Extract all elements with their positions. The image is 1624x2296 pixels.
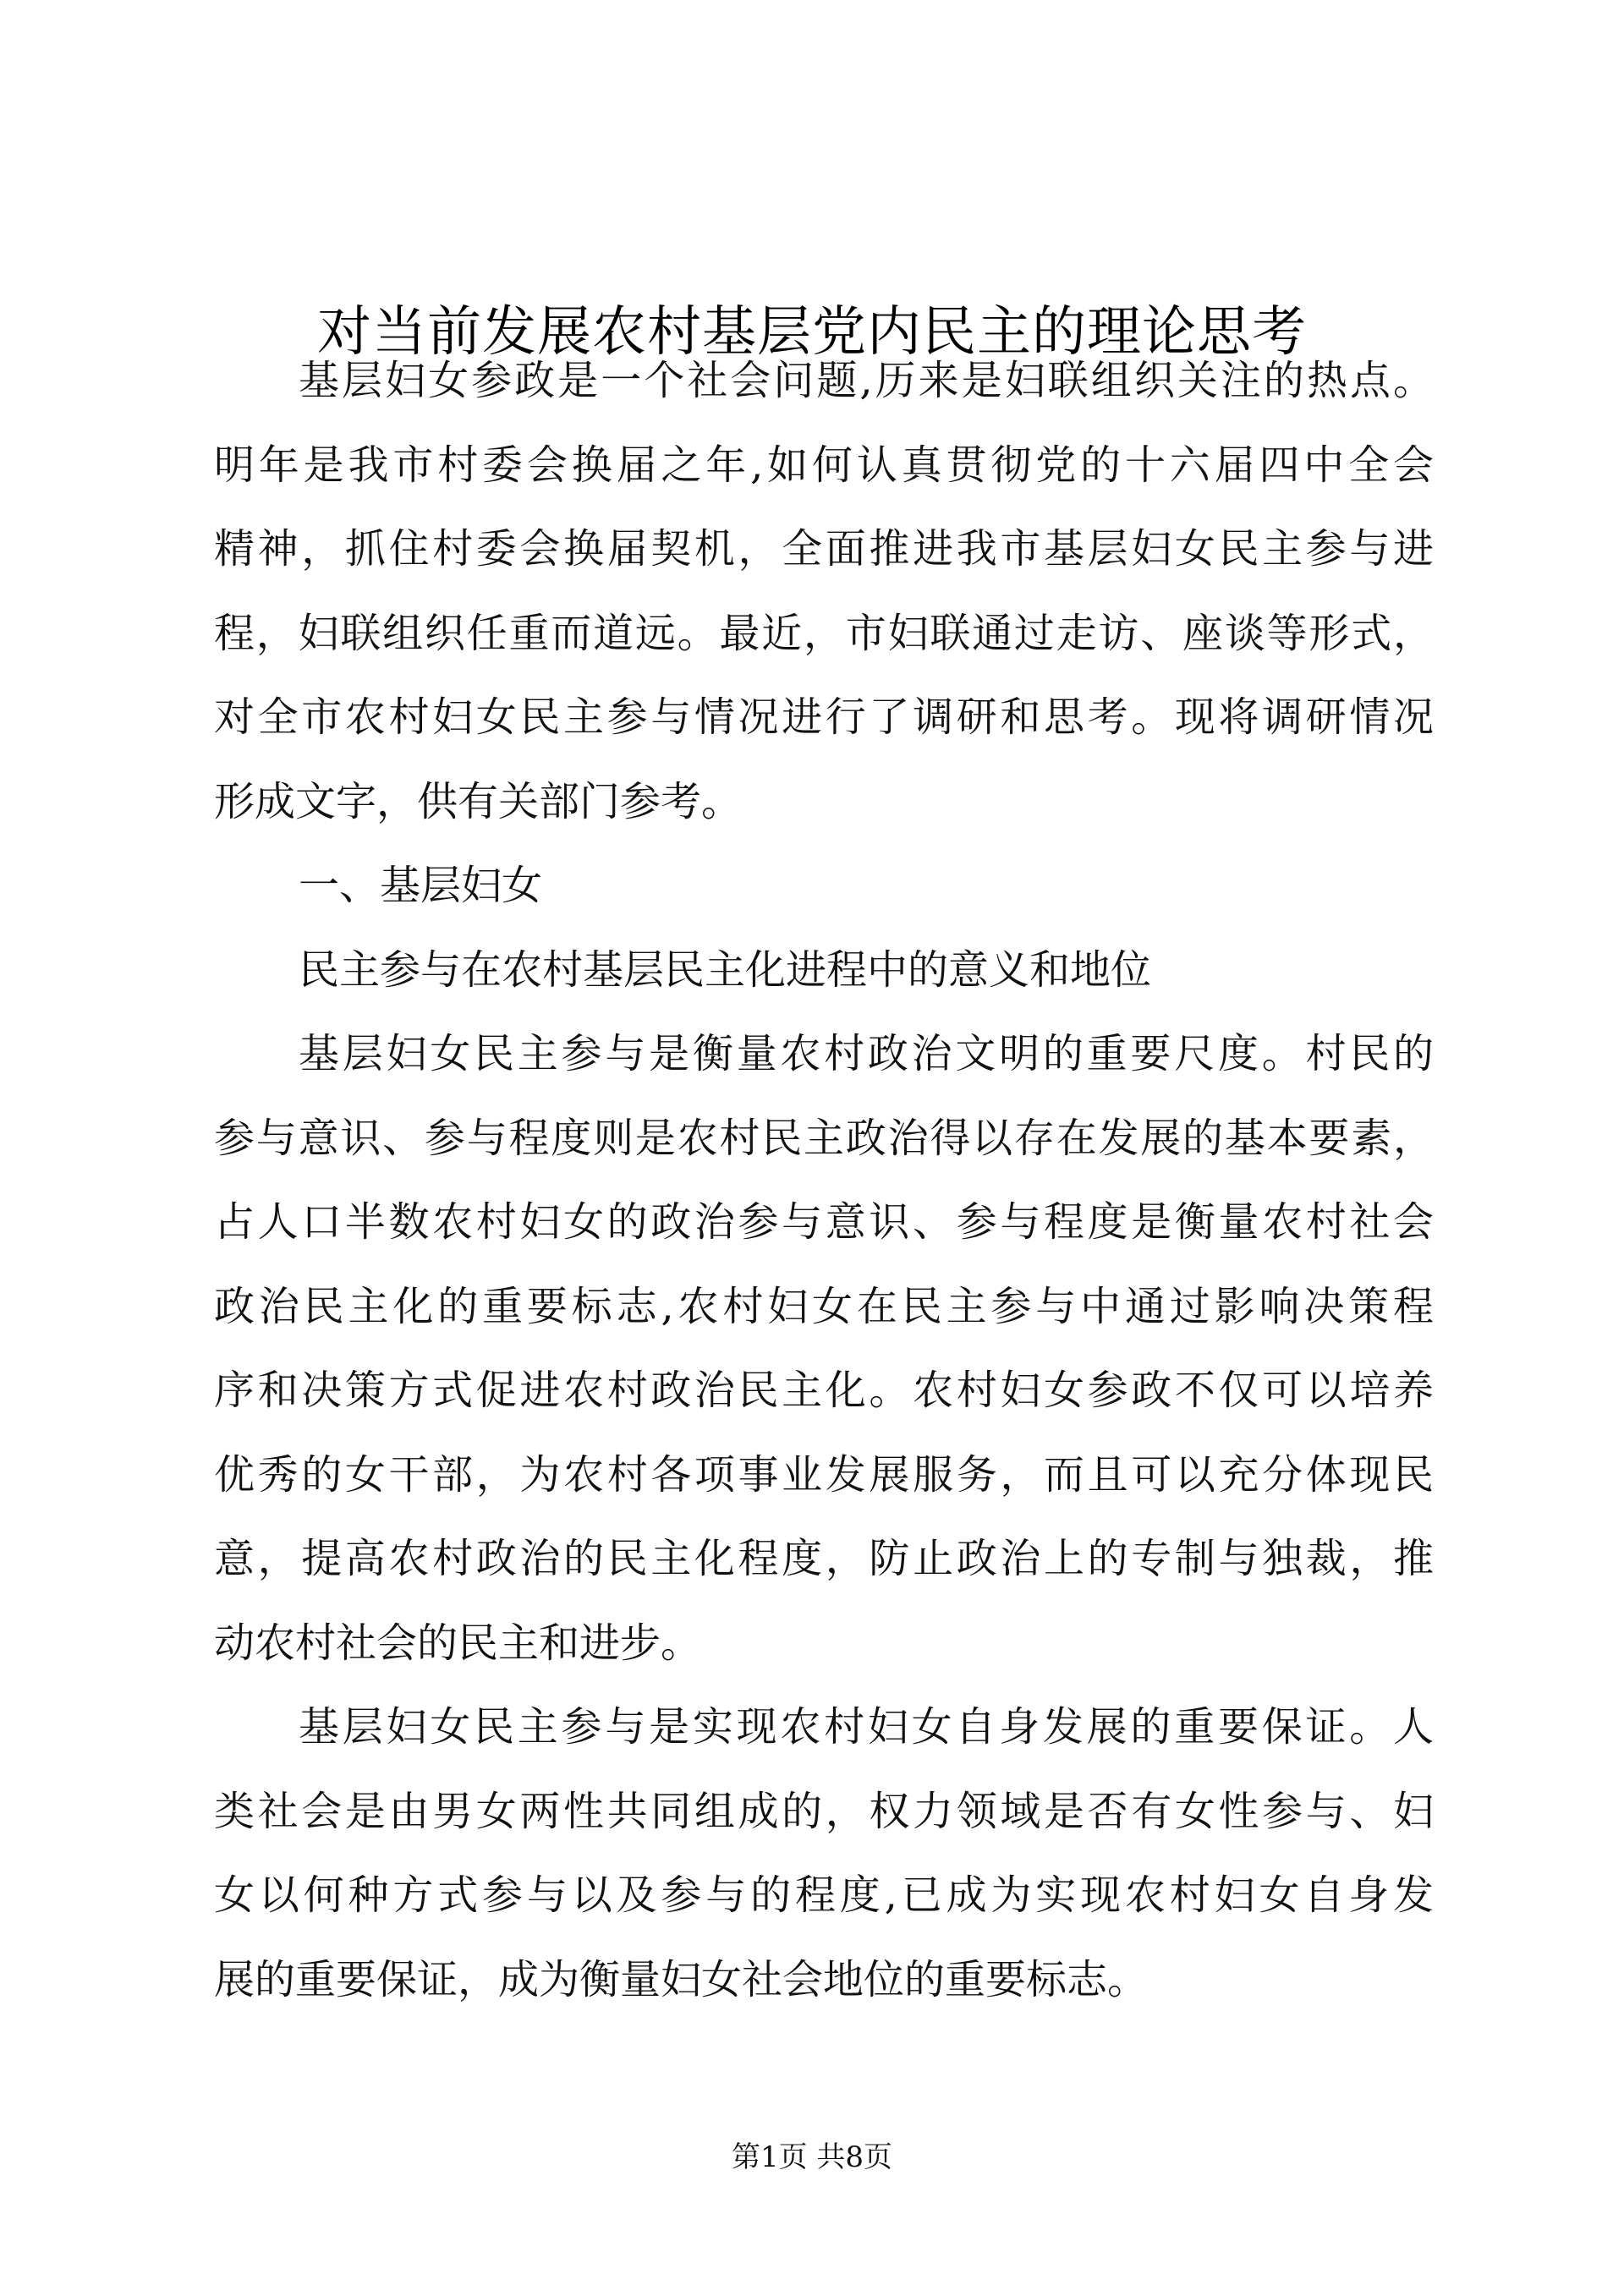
page-number: 第1页 共8页: [731, 2140, 893, 2174]
text-line: 形成文字，供有关部门参考。: [214, 777, 743, 825]
text-line: 参与意识、参与程度则是农村民主政治得以存在发展的基本要素，: [214, 1114, 1434, 1162]
text-line: 序和决策方式促进农村政治民主化。农村妇女参政不仅可以培养: [214, 1367, 1434, 1414]
text-line: 基层妇女民主参与是衡量农村政治文明的重要尺度。村民的: [299, 1030, 1434, 1077]
paragraph: [214, 1012, 1434, 1685]
text-line: 意，提高农村政治的民主化程度，防止政治上的专制与独裁，推: [214, 1535, 1434, 1582]
paragraph: [214, 844, 1434, 929]
document-body: [214, 339, 1434, 2022]
text-line: 政治民主化的重要标志,农村妇女在民主参与中通过影响决策程: [214, 1282, 1434, 1330]
text-line: 一、基层妇女: [299, 862, 543, 909]
text-line: 程，妇联组织任重而道远。最近，市妇联通过走访、座谈等形式，: [214, 609, 1434, 657]
document-title: 对当前发展农村基层党内民主的理论思考: [317, 301, 1307, 364]
text-line: 类社会是由男女两性共同组成的，权力领域是否有女性参与、妇: [214, 1787, 1434, 1835]
text-line: 女以何种方式参与以及参与的程度,已成为实现农村妇女自身发: [214, 1871, 1434, 1919]
text-line: 精神，抓住村委会换届契机，全面推进我市基层妇女民主参与进: [214, 525, 1434, 573]
text-line: 基层妇女参政是一个社会问题,历来是妇联组织关注的热点。: [299, 357, 1434, 404]
paragraph: [214, 929, 1434, 1013]
text-line: 基层妇女民主参与是实现农村妇女自身发展的重要保证。人: [299, 1703, 1434, 1751]
text-line: 明年是我市村委会换届之年,如何认真贯彻党的十六届四中全会: [214, 441, 1434, 489]
paragraph: [214, 1685, 1434, 2022]
text-line: 优秀的女干部，为农村各项事业发展服务，而且可以充分体现民: [214, 1450, 1434, 1499]
text-line: 占人口半数农村妇女的政治参与意识、参与程度是衡量农村社会: [214, 1198, 1434, 1246]
paragraph: [214, 339, 1434, 844]
text-line: 对全市农村妇女民主参与情况进行了调研和思考。现将调研情况: [214, 693, 1434, 741]
text-line: 动农村社会的民主和进步。: [214, 1619, 702, 1667]
text-line: 民主参与在农村基层民主化进程中的意义和地位: [299, 945, 1152, 994]
text-line: 展的重要保证，成为衡量妇女社会地位的重要标志。: [214, 1955, 1149, 2003]
